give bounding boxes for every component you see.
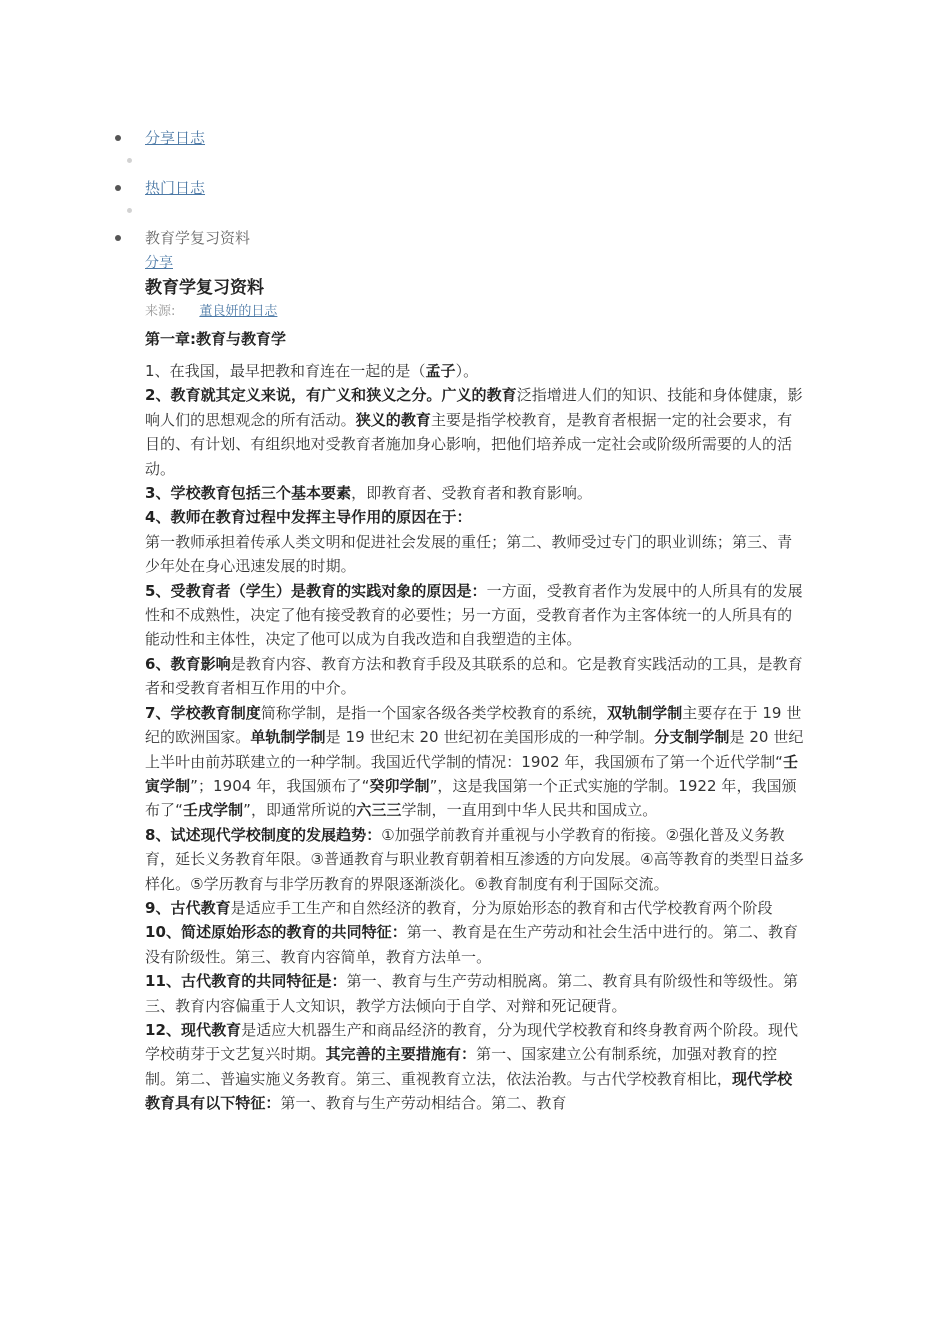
text-run: 是 19 世纪末 20 世纪初在美国形成的一种学制。 (325, 728, 655, 747)
text-run: 一方面，受教育者作为发展中的人所具有的发展性和不成熟性，决定了他有接受教育的必要性；另一方面，受教育者作为主客体统一的人所具有的能动性和主体性，决定了他可以成为自我改造和自我塑造的主体。 (145, 581, 803, 649)
paragraph-4 (145, 505, 807, 529)
paragraph-12 (145, 969, 807, 1018)
hot-diary-link[interactable]: 热门日志 (145, 179, 206, 197)
paragraph-3 (145, 481, 807, 505)
text-run: 是适应手工生产和自然经济的教育，分为原始形态的教育和古代学校教育两个阶段 (230, 898, 773, 917)
bold-text: 6、教育影响 (145, 654, 231, 673)
bullet-icon (115, 235, 121, 241)
text-run: ”；1904 年，我国颁布了“ (190, 776, 370, 795)
bold-text: 2、教育就其定义来说，有广义和狭义之分。广义的教育 (145, 386, 517, 405)
bold-text: 7、学校教育制度 (145, 703, 261, 722)
bold-text: 5、受教育者（学生）是教育的实践对象的原因是： (145, 581, 487, 600)
bold-text: 3、学校教育包括三个基本要素 (145, 484, 352, 503)
paragraph-2 (145, 383, 807, 481)
text-run: 第一、教育与生产劳动相结合。第二、教育 (280, 1094, 567, 1113)
text-run: 第一、国家建立公有制系统，加强对教育的控制。第二、普遍实施义务教育。第三、重视教育立法，依法治教。与古代学校教育相比， (145, 1045, 778, 1088)
current-page-label: 教育学复习资料 (145, 229, 251, 247)
bold-text: 11、古代教育的共同特征是： (145, 972, 347, 991)
text-run: 第一教师承担着传承人类文明和促进社会发展的重任；第二、教师受过专门的职业训练；第三、青少年处在身心迅速发展的时期。 (145, 532, 793, 576)
text-run: ）。 (455, 362, 479, 380)
bold-text: 六三三 (356, 801, 402, 820)
text-run: 是教育内容、教育方法和教育手段及其联系的总和。它是教育实践活动的工具，是教育者和受教育者相互作用的中介。 (145, 654, 803, 698)
text-run: 1、在我国，最早把教和育连在一起的是（ (145, 362, 426, 380)
bold-text: 现代学校教育具有以下特征： (145, 1069, 793, 1113)
text-run: ，即教育者、受教育者和教育影响。 (351, 484, 592, 503)
article-meta (145, 301, 807, 323)
text-run: 第一、教育是在生产劳动和社会生活中进行的。第二、教育没有阶级性。第三、教育内容简单，教育方法单一。 (145, 923, 799, 966)
bold-text: 分支制学制 (654, 728, 730, 747)
text-run: 是 20 世纪上半叶由前苏联建立的一种学制。我国近代学制的情况：1902 年，我国颁布了第一个近代学制“ (145, 728, 804, 771)
share-diary-link[interactable]: 分享日志 (145, 129, 206, 147)
separator-dot-icon (127, 158, 132, 163)
bold-text: 狭义的教育 (355, 410, 431, 429)
bold-text: 癸卯学制 (369, 776, 430, 795)
bold-text: 10、简述原始形态的教育的共同特征： (145, 923, 407, 942)
bold-text: 孟子 (425, 362, 456, 380)
share-link[interactable]: 分享 (145, 255, 173, 271)
bold-text: 8、试述现代学校制度的发展趋势： (145, 825, 382, 844)
source-author-link[interactable]: 董良妍的日志 (199, 304, 278, 319)
text-run: 泛指增进人们的知识、技能和身体健康，影响人们的思想观念的所有活动。 (145, 386, 803, 429)
bold-text: 4、教师在教育过程中发挥主导作用的原因在于： (145, 508, 472, 527)
article-content (145, 359, 807, 1116)
paragraph-6 (145, 579, 807, 652)
separator-dot-icon (127, 208, 132, 213)
text-run: 是适应大机器生产和商品经济的教育，分为现代学校教育和终身教育两个阶段。现代学校萌芽于文艺复兴时期。 (145, 1020, 799, 1064)
text-run: 学制，一直用到中华人民共和国成立。 (401, 801, 658, 820)
bold-text: 其完善的主要措施有： (325, 1045, 477, 1064)
bold-text: 12、现代教育 (145, 1020, 242, 1039)
article (145, 253, 807, 1116)
paragraph-9 (145, 823, 807, 896)
chapter-heading: 第一章:教育与教育学 (145, 330, 286, 348)
text-run: 简称学制，是指一个国家各级各类学校教育的系统， (260, 703, 607, 722)
bullet-icon (115, 135, 121, 141)
text-run: 主要存在于 19 世纪的欧洲国家。 (145, 703, 802, 747)
text-run: 第一、教育与生产劳动相脱离。第二、教育具有阶级性和等级性。第三、教育内容偏重于人文知识，教学方法倾向于自学、对辩和死记硬背。 (145, 972, 799, 1015)
paragraph-13 (145, 1018, 807, 1116)
text-run: 主要是指学校教育，是教育者根据一定的社会要求，有目的、有计划、有组织地对受教育者施加身心影响，把他们培养成一定社会或阶级所需要的人的活动。 (145, 410, 793, 478)
text-run: ①加强学前教育并重视与小学教育的衔接。②强化普及义务教育，延长义务教育年限。③普通教育与职业教育朝着相互渗透的方向发展。④高等教育的类型日益多样化。⑤学历教育与非学历教育的界限逐渐淡化。⑥教育制度有利于国际交流。 (145, 825, 805, 893)
paragraph-11 (145, 920, 807, 969)
paragraph-7 (145, 652, 807, 701)
bold-text: 双轨制学制 (607, 703, 683, 722)
bold-text: 9、古代教育 (145, 898, 231, 917)
text-run: ”，即通常所说的 (243, 801, 357, 820)
paragraph-10 (145, 896, 807, 920)
article-title: 教育学复习资料 (145, 278, 264, 298)
bold-text: 壬寅学制 (145, 752, 799, 795)
paragraph-5 (145, 530, 807, 579)
paragraph-1 (145, 359, 807, 383)
bullet-icon (115, 185, 121, 191)
paragraph-8 (145, 701, 807, 823)
bold-text: 单轨制学制 (250, 728, 326, 747)
text-run: ”，这是我国第一个正式实施的学制。1922 年，我国颁布了“ (145, 776, 797, 820)
bold-text: 壬戌学制 (182, 801, 244, 820)
source-label: 来源: (145, 304, 176, 319)
